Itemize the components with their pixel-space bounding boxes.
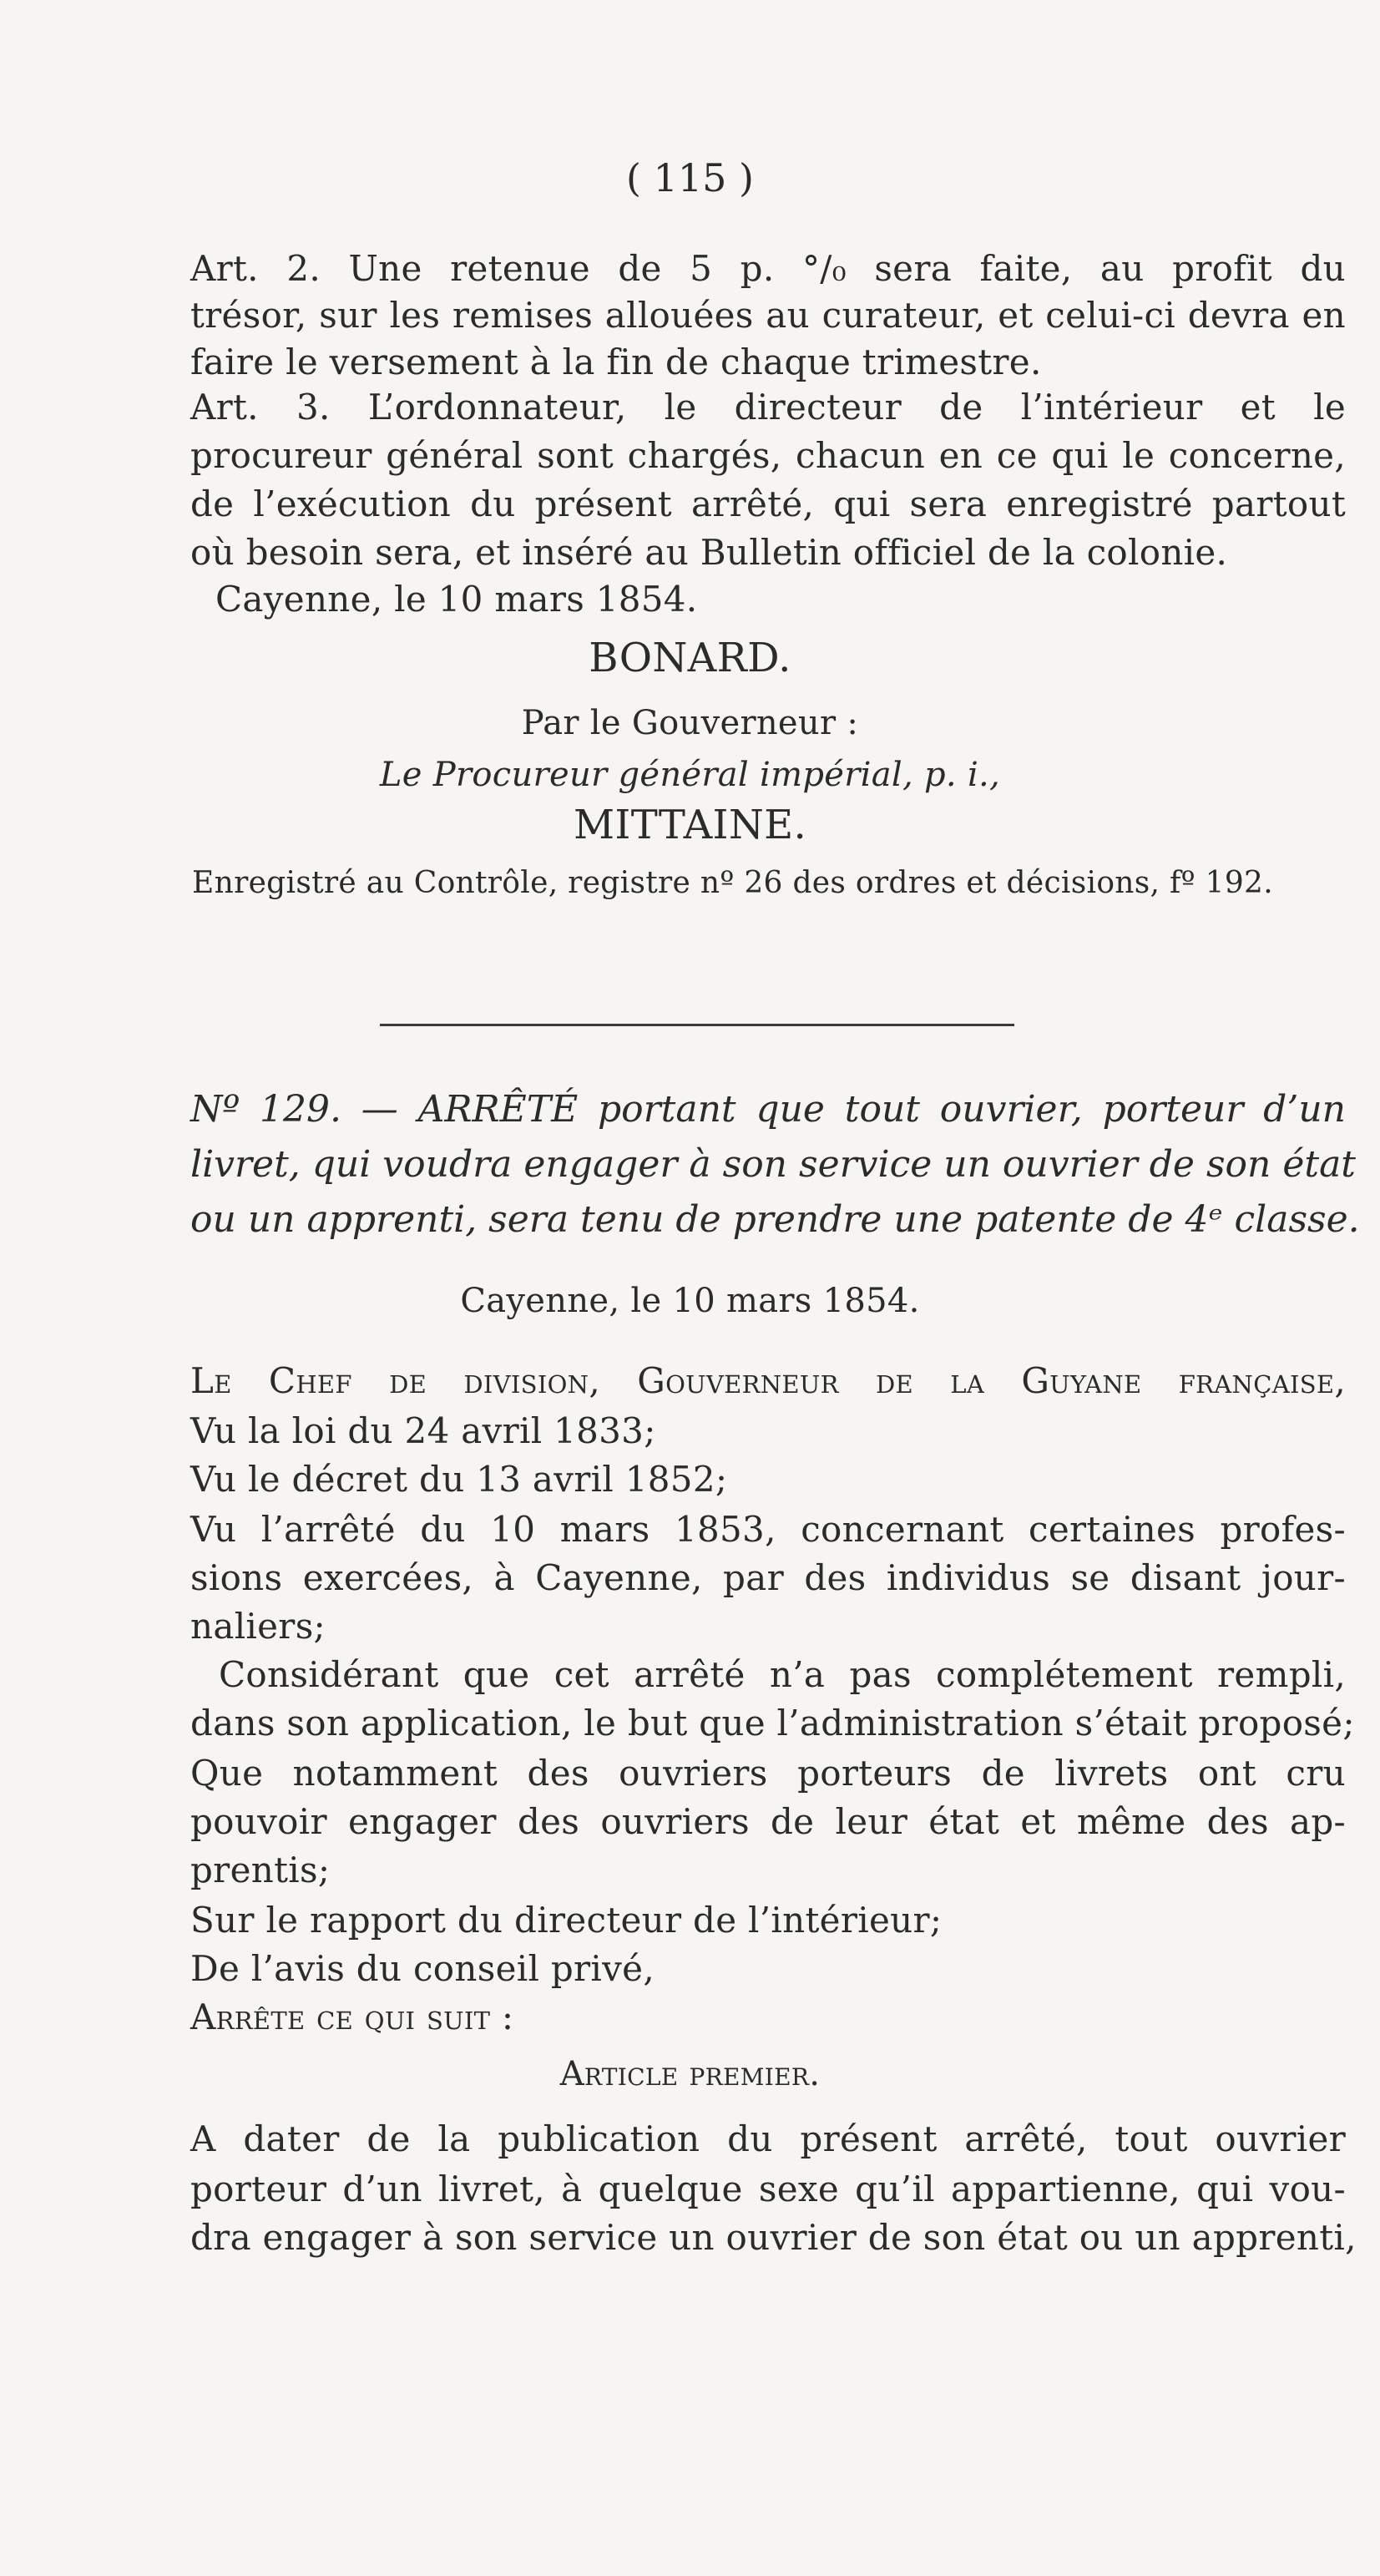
arrete-title-line-2: livret, qui voudra engager à son service un ouvrier de son état xyxy=(190,1143,1356,1186)
article-text-line-1: A dater de la publication du présent arrêté, tout ouvrier xyxy=(190,2118,1346,2159)
article-text-line-3: dra engager à son service un ouvrier de son état ou un apprenti, xyxy=(190,2217,1357,2258)
body-line-9: Que notamment des ouvriers porteurs de livrets ont cru xyxy=(190,1753,1346,1794)
body-line-7: Considérant que cet arrêté n’a pas complétement rempli, xyxy=(219,1654,1346,1695)
art2-line-1: Art. 2. Une retenue de 5 p. °/₀ sera faite, au profit du xyxy=(190,248,1346,289)
article-text-line-2: porteur d’un livret, à quelque sexe qu’il appartienne, qui vou- xyxy=(190,2169,1346,2209)
signature-bonard: BONARD. xyxy=(589,635,791,681)
body-line-5: sions exercées, à Cayenne, par des individus se disant jour- xyxy=(190,1557,1346,1598)
signature-mittaine: MITTAINE. xyxy=(573,802,807,848)
art2-line-3: faire le versement à la fin de chaque trimestre. xyxy=(190,342,1042,382)
body-line-4: Vu l’arrêté du 10 mars 1853, concernant certaines profes- xyxy=(190,1509,1346,1550)
arrete-title-line-3: ou un apprenti, sera tenu de prendre une patente de 4ᵉ classe. xyxy=(190,1198,1360,1241)
body-line-3: Vu le décret du 13 avril 1852; xyxy=(190,1459,728,1500)
art3-line-3: de l’exécution du présent arrêté, qui sera enregistré partout xyxy=(190,483,1346,524)
body-line-10: pouvoir engager des ouvriers de leur état et même des ap- xyxy=(190,1801,1346,1842)
art3-line-2: procureur général sont chargés, chacun en ce qui le concerne, xyxy=(190,435,1346,476)
art2-line-2: trésor, sur les remises allouées au curateur, et celui-ci devra en xyxy=(190,295,1346,336)
body-line-2: Vu la loi du 24 avril 1833; xyxy=(190,1410,656,1451)
arrete-date: Cayenne, le 10 mars 1854. xyxy=(460,1282,920,1320)
body-line-1: Le Chef de division, Gouverneur de la Guyane française, xyxy=(190,1360,1346,1401)
body-line-8: dans son application, le but que l’administration s’était proposé; xyxy=(190,1703,1355,1743)
procureur-general: Le Procureur général impérial, p. i., xyxy=(379,756,1001,794)
article-premier-heading: Article premier. xyxy=(559,2055,821,2093)
body-line-11: prentis; xyxy=(190,1850,331,1890)
par-le-gouverneur: Par le Gouverneur : xyxy=(521,704,859,742)
art3-line-4: où besoin sera, et inséré au Bulletin officiel de la colonie. xyxy=(190,532,1228,573)
body-line-14: Arrête ce qui suit : xyxy=(190,1997,514,2037)
place-date: Cayenne, le 10 mars 1854. xyxy=(215,579,698,620)
arrete-title-line-1: Nº 129. — ARRÊTÉ portant que tout ouvrier, porteur d’un xyxy=(190,1088,1346,1131)
body-line-6: naliers; xyxy=(190,1606,326,1647)
body-line-12: Sur le rapport du directeur de l’intérieur; xyxy=(190,1900,943,1941)
body-line-13: De l’avis du conseil privé, xyxy=(190,1948,655,1989)
art3-line-1: Art. 3. L’ordonnateur, le directeur de l’intérieur et le xyxy=(190,387,1346,428)
page-number: ( 115 ) xyxy=(626,155,754,200)
section-divider xyxy=(380,1024,1014,1026)
enregistre-note: Enregistré au Contrôle, registre nº 26 des ordres et décisions, fº 192. xyxy=(192,866,1273,900)
